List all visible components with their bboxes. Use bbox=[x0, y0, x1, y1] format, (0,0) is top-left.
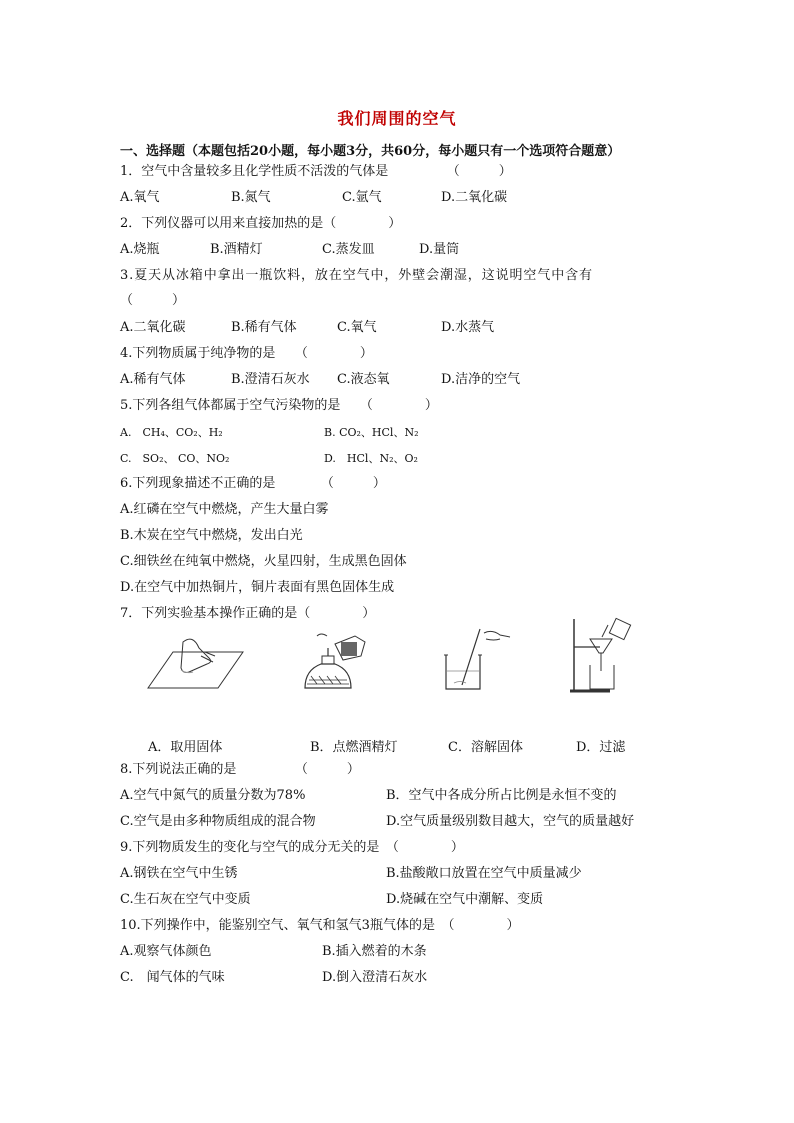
question-3-stem: 3.夏天从冰箱中拿出一瓶饮料，放在空气中，外壁会潮湿，这说明空气中含有 bbox=[120, 268, 593, 283]
question-4-stem: 4.下列物质属于纯净物的是 （ ） bbox=[120, 346, 373, 361]
question-7-stem: 7．下列实验基本操作正确的是（ ） bbox=[120, 606, 376, 621]
q4-option-c[interactable]: C.液态氧 bbox=[337, 372, 390, 387]
q8-option-c[interactable]: C.空气是由多种物质组成的混合物 bbox=[120, 814, 316, 829]
question-9-stem: 9.下列物质发生的变化与空气的成分无关的是 （ ） bbox=[120, 840, 464, 855]
alcohol-lamp-figure bbox=[295, 630, 375, 695]
q4-option-d[interactable]: D.洁净的空气 bbox=[441, 372, 521, 387]
q7-option-c[interactable]: C．溶解固体 bbox=[448, 740, 523, 755]
q8-option-d[interactable]: D.空气质量级别数目越大，空气的质量越好 bbox=[386, 814, 635, 829]
q2-option-c[interactable]: C.蒸发皿 bbox=[322, 242, 375, 257]
q6-option-c[interactable]: C.细铁丝在纯氧中燃烧，火星四射，生成黑色固体 bbox=[120, 554, 407, 569]
q10-option-c[interactable]: C. 闻气体的气味 bbox=[120, 970, 225, 985]
q1-option-b[interactable]: B.氮气 bbox=[231, 190, 271, 205]
q7-option-b[interactable]: B．点燃酒精灯 bbox=[310, 740, 398, 755]
question-3-stem-continued: （ ） bbox=[120, 293, 186, 308]
q3-option-c[interactable]: C.氧气 bbox=[337, 320, 377, 335]
q2-option-a[interactable]: A.烧瓶 bbox=[120, 242, 160, 257]
q5-option-c[interactable]: C. SO₂、 CO、NO₂ bbox=[120, 452, 230, 465]
q5-option-b[interactable]: B. CO₂、HCl、N₂ bbox=[324, 426, 419, 439]
question-10-stem: 10.下列操作中，能鉴别空气、氧气和氢气3瓶气体的是 （ ） bbox=[120, 918, 520, 933]
q1-option-c[interactable]: C.氩气 bbox=[342, 190, 382, 205]
q9-option-b[interactable]: B.盐酸敞口放置在空气中质量减少 bbox=[386, 866, 582, 881]
q9-option-a[interactable]: A.钢铁在空气中生锈 bbox=[120, 866, 238, 881]
q3-option-a[interactable]: A.二氧化碳 bbox=[120, 320, 186, 335]
q9-option-c[interactable]: C.生石灰在空气中变质 bbox=[120, 892, 251, 907]
section-heading: 一、选择题（本题包括20小题，每小题3分，共60分，每小题只有一个选项符合题意） bbox=[120, 144, 621, 159]
take-solid-figure bbox=[143, 630, 253, 700]
q3-option-d[interactable]: D.水蒸气 bbox=[441, 320, 495, 335]
q1-option-d[interactable]: D.二氧化碳 bbox=[441, 190, 508, 205]
q7-option-a[interactable]: A．取用固体 bbox=[148, 740, 223, 755]
q1-option-a[interactable]: A.氧气 bbox=[120, 190, 160, 205]
question-5-stem: 5.下列各组气体都属于空气污染物的是 （ ） bbox=[120, 398, 438, 413]
q2-option-b[interactable]: B.酒精灯 bbox=[210, 242, 263, 257]
q10-option-d[interactable]: D.倒入澄清石灰水 bbox=[322, 970, 428, 985]
q10-option-a[interactable]: A.观察气体颜色 bbox=[120, 944, 212, 959]
question-6-stem: 6.下列现象描述不正确的是 （ ） bbox=[120, 476, 386, 491]
filtration-figure bbox=[560, 615, 640, 695]
q6-option-b[interactable]: B.木炭在空气中燃烧，发出白光 bbox=[120, 528, 303, 543]
q4-option-b[interactable]: B.澄清石灰水 bbox=[231, 372, 310, 387]
dissolve-solid-figure bbox=[440, 625, 515, 695]
question-8-stem: 8.下列说法正确的是 （ ） bbox=[120, 762, 360, 777]
q7-option-d[interactable]: D．过滤 bbox=[576, 740, 626, 755]
question-1-stem: 1．空气中含量较多且化学性质不活泼的气体是 （ ） bbox=[120, 164, 512, 179]
q10-option-b[interactable]: B.插入燃着的木条 bbox=[322, 944, 427, 959]
q4-option-a[interactable]: A.稀有气体 bbox=[120, 372, 186, 387]
q9-option-d[interactable]: D.烧碱在空气中潮解、变质 bbox=[386, 892, 544, 907]
q6-option-a[interactable]: A.红磷在空气中燃烧，产生大量白雾 bbox=[120, 502, 329, 517]
q6-option-d[interactable]: D.在空气中加热铜片，铜片表面有黑色固体生成 bbox=[120, 580, 395, 595]
q2-option-d[interactable]: D.量筒 bbox=[419, 242, 460, 257]
q8-option-b[interactable]: B．空气中各成分所占比例是永恒不变的 bbox=[386, 788, 617, 803]
page-title: 我们周围的空气 bbox=[337, 109, 457, 128]
q8-option-a[interactable]: A.空气中氮气的质量分数为78% bbox=[120, 788, 306, 803]
q5-option-d[interactable]: D. HCl、N₂、O₂ bbox=[324, 452, 418, 465]
q3-option-b[interactable]: B.稀有气体 bbox=[231, 320, 297, 335]
question-2-stem: 2．下列仪器可以用来直接加热的是（ ） bbox=[120, 216, 402, 231]
q5-option-a[interactable]: A. CH₄、CO₂、H₂ bbox=[120, 426, 223, 439]
